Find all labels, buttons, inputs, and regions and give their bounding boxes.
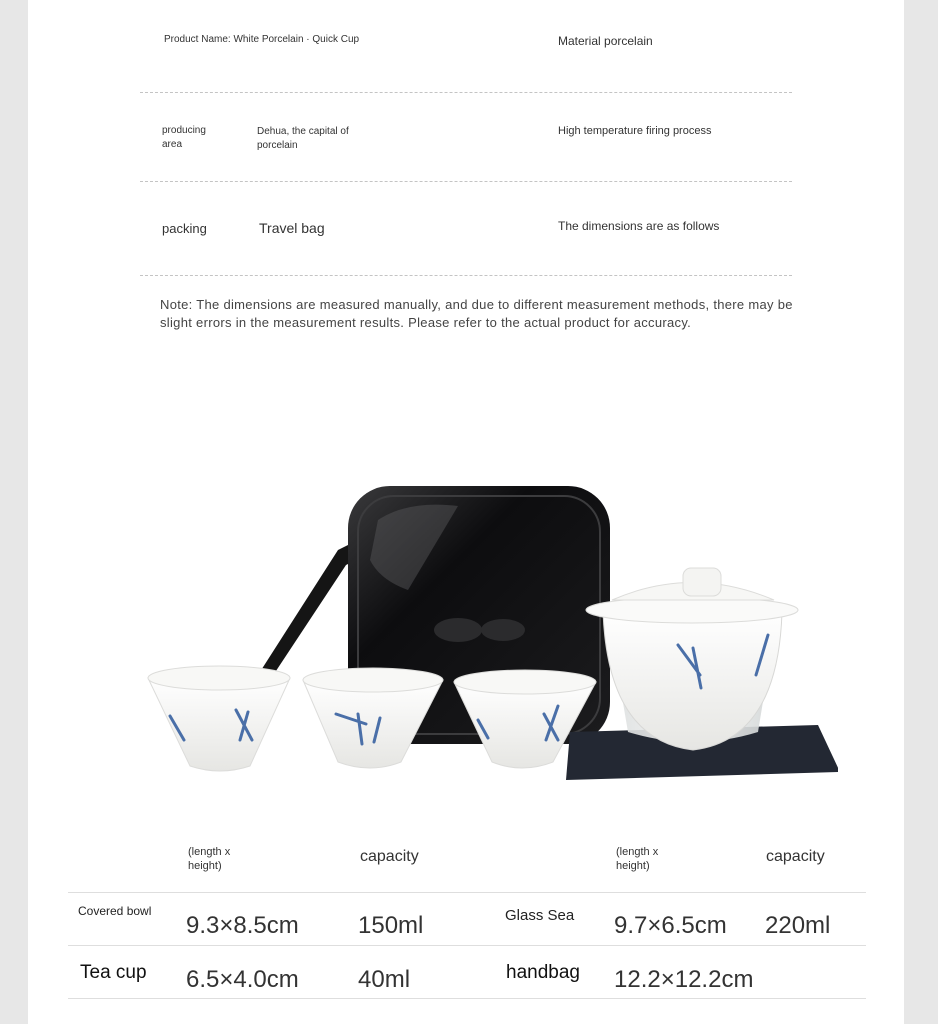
divider bbox=[140, 275, 792, 276]
material: Material porcelain bbox=[558, 34, 653, 48]
right-capacity-header: capacity bbox=[766, 848, 825, 865]
covered-bowl-label: Covered bowl bbox=[78, 904, 152, 918]
glass-sea-size: 9.7×6.5cm bbox=[614, 912, 727, 939]
tea-cup bbox=[148, 678, 290, 771]
handbag-size: 12.2×12.2cm bbox=[614, 966, 754, 993]
producing-area-value: Dehua, the capital of porcelain bbox=[257, 126, 349, 151]
handbag-label: handbag bbox=[506, 962, 580, 983]
table-rule bbox=[68, 998, 866, 999]
bag-strap bbox=[258, 540, 360, 680]
table-rule bbox=[68, 892, 866, 893]
product-detail-page bbox=[28, 0, 904, 1024]
tea-cup-size: 6.5×4.0cm bbox=[186, 966, 299, 993]
firing-process: High temperature firing process bbox=[558, 125, 712, 137]
product-name: Product Name: White Porcelain · Quick Cup bbox=[164, 34, 360, 45]
packing-label: packing bbox=[162, 221, 207, 236]
left-size-header: (length x height) bbox=[188, 846, 231, 872]
divider bbox=[140, 92, 792, 93]
producing-area-label: producing area bbox=[162, 125, 206, 150]
tea-cup-capacity: 40ml bbox=[358, 966, 411, 993]
tea-cup-label: Tea cup bbox=[80, 962, 147, 983]
packing-value: Travel bag bbox=[259, 220, 325, 236]
dimensions-intro: The dimensions are as follows bbox=[558, 219, 720, 233]
right-size-header: (length x height) bbox=[616, 846, 659, 872]
covered-bowl-capacity: 150ml bbox=[358, 912, 424, 939]
covered-bowl-size: 9.3×8.5cm bbox=[186, 912, 299, 939]
divider bbox=[140, 181, 792, 182]
table-rule bbox=[68, 945, 866, 946]
glass-sea-capacity: 220ml bbox=[765, 912, 831, 939]
measurement-note: Note: The dimensions are measured manually, and due to different measurement methods, there may be slight errors in the measurement results. Please refer to the actual product for accuracy. bbox=[160, 297, 793, 330]
glass-sea-label: Glass Sea bbox=[505, 907, 575, 924]
left-capacity-header: capacity bbox=[360, 848, 419, 865]
product-photo bbox=[108, 470, 838, 790]
